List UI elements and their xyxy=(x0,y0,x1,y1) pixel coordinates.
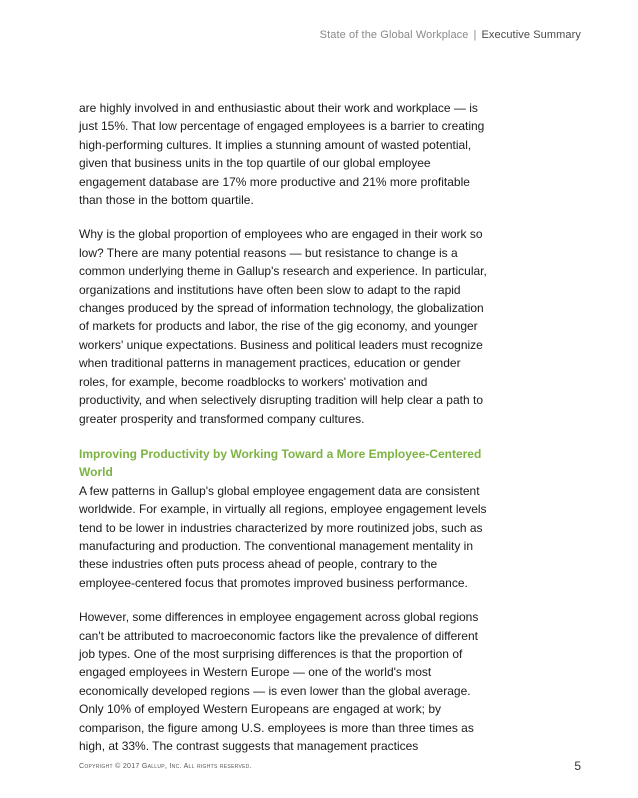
paragraph-regional-differences: However, some differences in employee engagement across global regions can't be attributed to macroeconomic factors like the prevalence of different job types. One of the most surprising differences is that the proportion of engaged employees in Western Europe — one of the world's most economically developed regions — is even lower than the global average. Only 10% of employed Western Europeans are engaged at work; by comparison, the figure among U.S. employees is more than three times as high, at 33%. The contrast suggests that management practices xyxy=(79,610,479,753)
header-separator: | xyxy=(473,29,477,41)
copyright-notice: Copyright © 2017 Gallup, Inc. All rights reserved. xyxy=(79,763,252,770)
paragraph-engagement-rate: are highly involved in and enthusiastic about their work and workplace — is just 15%. That low percentage of engaged employees is a barrier to creating high-performing cultures. It implies a stunning amount of wasted potential, given that business units in the top quartile of our global employee engagement database are 17% more productive and 21% more profitable than those in the bottom quartile. xyxy=(79,101,485,208)
section-subheading: Improving Productivity by Working Toward a More Employee-Centered World xyxy=(79,446,482,480)
main-content xyxy=(79,99,489,755)
paragraph-global-patterns: A few patterns in Gallup's global employee engagement data are consistent worldwide. For example, in virtually all regions, employee engagement levels tend to be lower in industries characterized by more routinized jobs, such as manufacturing and production. The conventional management mentality in these industries often puts process ahead of people, contrary to the employee-centered focus that promotes improved business performance. xyxy=(79,483,487,590)
report-title: State of the Global Workplace xyxy=(319,29,469,41)
paragraph-resistance-to-change: Why is the global proportion of employees who are engaged in their work so low? There are many potential reasons — but resistance to change is a common underlying theme in Gallup's research and experience. In particular, organizations and institutions have often been slow to adapt to the rapid changes produced by the spread of information technology, the globalization of markets for products and labor, the rise of the gig economy, and younger workers' unique expectations. Business and political leaders must recognize when traditional patterns in management practices, education or gender roles, for example, become roadblocks to workers' motivation and productivity, and when selectively disrupting tradition will help clear a path to greater prosperity and transformed company cultures. xyxy=(79,227,487,426)
section-title: Executive Summary xyxy=(481,29,581,41)
page-number: 5 xyxy=(574,759,581,773)
running-header xyxy=(320,29,581,41)
